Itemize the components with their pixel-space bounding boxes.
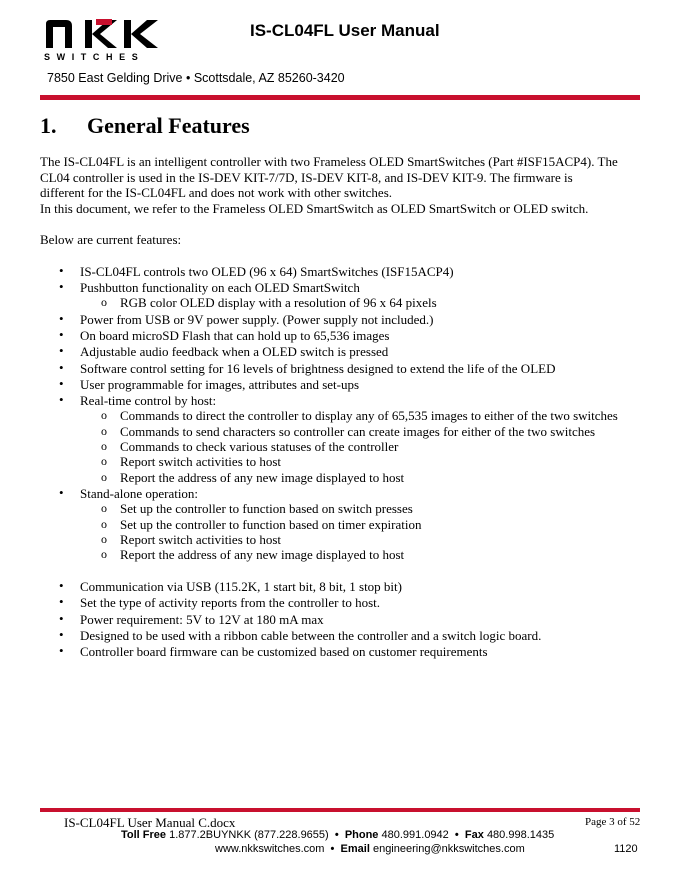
phone-label: Phone bbox=[344, 829, 379, 841]
intro-line: In this document, we refer to the Frameless OLED SmartSwitch as OLED SmartSwitch or OLED switch. bbox=[40, 200, 589, 216]
sub-bullet-marker: o bbox=[101, 547, 107, 561]
sub-bullet-marker: o bbox=[101, 501, 107, 515]
intro-paragraph bbox=[40, 154, 640, 216]
bullet-marker: • bbox=[59, 627, 64, 642]
fax-label: Fax bbox=[464, 829, 484, 841]
website-link[interactable]: www.nkkswitches.com bbox=[215, 843, 325, 855]
bullet-marker: • bbox=[59, 594, 64, 609]
toll-free-label: Toll Free bbox=[121, 829, 167, 841]
document-title: IS-CL04FL User Manual bbox=[250, 21, 440, 40]
sub-bullet-marker: o bbox=[101, 408, 107, 422]
nkk-logo bbox=[44, 18, 164, 62]
sub-bullet-marker: o bbox=[101, 295, 107, 309]
fax-number: 480.998.1435 bbox=[486, 829, 555, 841]
intro-line: The IS-CL04FL is an intelligent controller with two Frameless OLED SmartSwitches (Part #ISF15ACP4). The bbox=[40, 154, 618, 169]
logo-red-bar bbox=[96, 19, 112, 25]
sub-bullet-marker: o bbox=[101, 517, 107, 531]
email-link[interactable]: engineering@nkkswitches.com bbox=[372, 843, 525, 855]
separator: • bbox=[334, 829, 339, 841]
footer-web-line bbox=[215, 843, 525, 855]
bullet-marker: • bbox=[59, 392, 64, 407]
logo-subtext: SWITCHES bbox=[44, 52, 145, 62]
footer-contact-line bbox=[121, 829, 554, 841]
document-code: 1120 bbox=[614, 843, 638, 855]
sub-bullet-marker: o bbox=[101, 424, 107, 438]
features-intro: Below are current features: bbox=[40, 232, 182, 247]
sub-bullet-marker: o bbox=[101, 439, 107, 453]
intro-line: different for the IS-CL04FL and does not work with other switches. bbox=[40, 185, 393, 200]
separator: • bbox=[330, 843, 335, 855]
section-number: 1. bbox=[40, 113, 57, 138]
sub-bullet-marker: o bbox=[101, 470, 107, 484]
sub-bullet-marker: o bbox=[101, 454, 107, 468]
bullet-marker: • bbox=[59, 327, 64, 342]
bullet-marker: • bbox=[59, 263, 64, 278]
bullet-marker: • bbox=[59, 485, 64, 500]
intro-line: CL04 controller is used in the IS-DEV KIT-7/7D, IS-DEV KIT-8, and IS-DEV KIT-9. The firmware is bbox=[40, 169, 573, 185]
phone-number: 480.991.0942 bbox=[381, 829, 449, 841]
bullet-marker: • bbox=[59, 578, 64, 593]
header-rule bbox=[40, 95, 640, 100]
footer-filename: IS-CL04FL User Manual C.docx bbox=[64, 815, 236, 830]
toll-free-number: 1.877.2BUYNKK (877.228.9655) bbox=[169, 829, 329, 841]
bullet-marker: • bbox=[59, 311, 64, 326]
footer-rule bbox=[40, 808, 640, 812]
separator: • bbox=[454, 829, 459, 841]
bullet-marker: • bbox=[59, 611, 64, 626]
logo-n-shape bbox=[46, 20, 72, 48]
page-number: Page 3 of 52 bbox=[585, 816, 641, 828]
logo-k2-shape bbox=[124, 20, 158, 48]
section-title: General Features bbox=[87, 113, 250, 138]
bullet-marker: • bbox=[59, 360, 64, 375]
bullet-marker: • bbox=[59, 343, 64, 358]
bullet-marker: • bbox=[59, 643, 64, 658]
sub-bullet-marker: o bbox=[101, 532, 107, 546]
section-heading bbox=[40, 113, 250, 139]
company-address: 7850 East Gelding Drive • Scottsdale, AZ 85260-3420 bbox=[47, 71, 345, 85]
bullet-marker: • bbox=[59, 376, 64, 391]
email-label: Email bbox=[340, 843, 370, 855]
bullet-marker: • bbox=[59, 279, 64, 294]
